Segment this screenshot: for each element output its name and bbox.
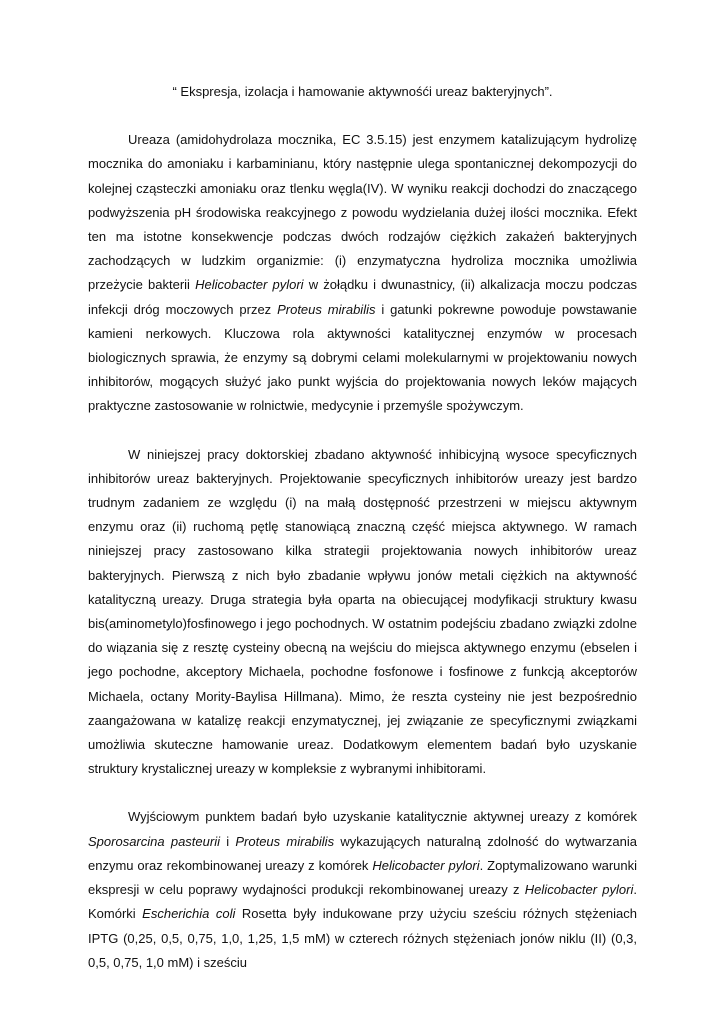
species-name: Proteus mirabilis (235, 833, 335, 849)
text-segment: W niniejszej pracy doktorskiej zbadano aktywność inhibicyjną wysoce specyficznych inhibitorów ureaz bakteryjnych. Projektowanie specyficznych inhibitorów ureazy jest bardzo trudnym zadaniem ze względu (i) na małą dostępność przestrzeni w miejscu aktywnym enzymu oraz (ii) ruchomą pętlę stanowiącą znaczną część miejsca aktywnego. W ramach niniejszej pracy zastosowano kilka strategii projektowania nowych inhibitorów ureaz bakteryjnych. Pierwszą z nich było zbadanie wpływu jonów metali ciężkich na aktywność katalityczną ureazy. Druga strategia była oparta na obiecującej modyfikacji struktury kwasu bis(aminometylo)fosfinowego i jego pochodnych. W ostatnim podejściu zbadano związki zdolne do wiązania się z resztę cysteiny obecną na wejściu do miejsca aktywnego enzymu (ebselen i jego pochodne, akceptory Michaela, pochodne fosfonowe i fosfinowe z funkcją akceptorów Michaela, octany Mority-Baylisa Hillmana). Mimo, że reszta cysteiny nie jest bezpośrednio zaangażowana w katalizę reakcji enzymatycznej, jej związanie ze specyficznymi związkami umożliwia skuteczne hamowanie ureaz. Dodatkowym elementem badań było uzyskanie struktury krystalicznej ureazy w kompleksie z wybranymi inhibitorami. (88, 446, 637, 777)
species-name: Sporosarcina pasteurii (88, 833, 220, 849)
text-segment: Rosetta były indukowane przy użyciu sześciu różnych stężeniach IPTG (0,25, 0,5, 0,75, 1,0, 1,25, 1,5 mM) w czterech różnych stężeniach jonów niklu (II) (0,3, 0,5, 0,75, 1,0 mM) i sześciu (88, 906, 637, 970)
text-segment: Wyjściowym punktem badań było uzyskanie katalitycznie aktywnej ureazy z komórek (128, 809, 637, 825)
text-segment: . Komórki (88, 882, 638, 922)
species-name: Escherichia coli (142, 906, 236, 922)
paragraph-2 (88, 443, 637, 782)
species-name: Helicobacter pylori (524, 882, 634, 898)
species-name: Helicobacter pylori (372, 857, 480, 873)
paragraph-3 (88, 805, 637, 974)
text-segment: i gatunki pokrewne powoduje powstawanie kamieni nerkowych. Kluczowa rola aktywności katalitycznej enzymów w procesach biologicznych sprawia, że enzymy są dobrymi celami molekularnymi w projektowaniu nowych inhibitorów, mogących służyć jako punkt wyjścia do projektowania nowych leków mających praktyczne zastosowanie w rolnictwie, medycynie i przemyśle spożywczym. (88, 301, 638, 414)
text-segment: . Zoptymalizowano warunki ekspresji w celu poprawy wydajności produkcji rekombinowanej ureazy z (88, 857, 637, 898)
paragraph-1 (88, 128, 637, 418)
document-title: “ Ekspresja, izolacja i hamowanie aktywnośći ureaz bakteryjnych”. (172, 84, 553, 99)
text-segment: wykazujących naturalną zdolność do wytwarzania enzymu oraz rekombinowanej ureazy z komórek (88, 833, 637, 873)
species-name: Proteus mirabilis (277, 301, 376, 317)
text-segment: i (219, 833, 236, 849)
text-segment: w żołądku i dwunastnicy, (ii) alkalizacja moczu podczas infekcji dróg moczowych przez (88, 277, 638, 317)
species-name: Helicobacter pylori (195, 277, 304, 293)
text-segment: Ureaza (amidohydrolaza mocznika, EC 3.5.15) jest enzymem katalizującym hydrolizę mocznika do amoniaku i karbaminianu, który następnie ulega spontanicznej dekompozycji do kolejnej cząsteczki amoniaku oraz tlenku węgla(IV). W wyniku reakcji dochodzi do znaczącego podwyższenia pH środowiska reakcyjnego z powodu wydzielania dużej ilości mocznika. Efekt ten ma istotne konsekwencje podczas dwóch rodzajów ciężkich zakażeń bakteryjnych zachodzących w ludzkim organizmie: (i) enzymatyczna hydroliza mocznika umożliwia przeżycie bakterii (88, 132, 637, 293)
